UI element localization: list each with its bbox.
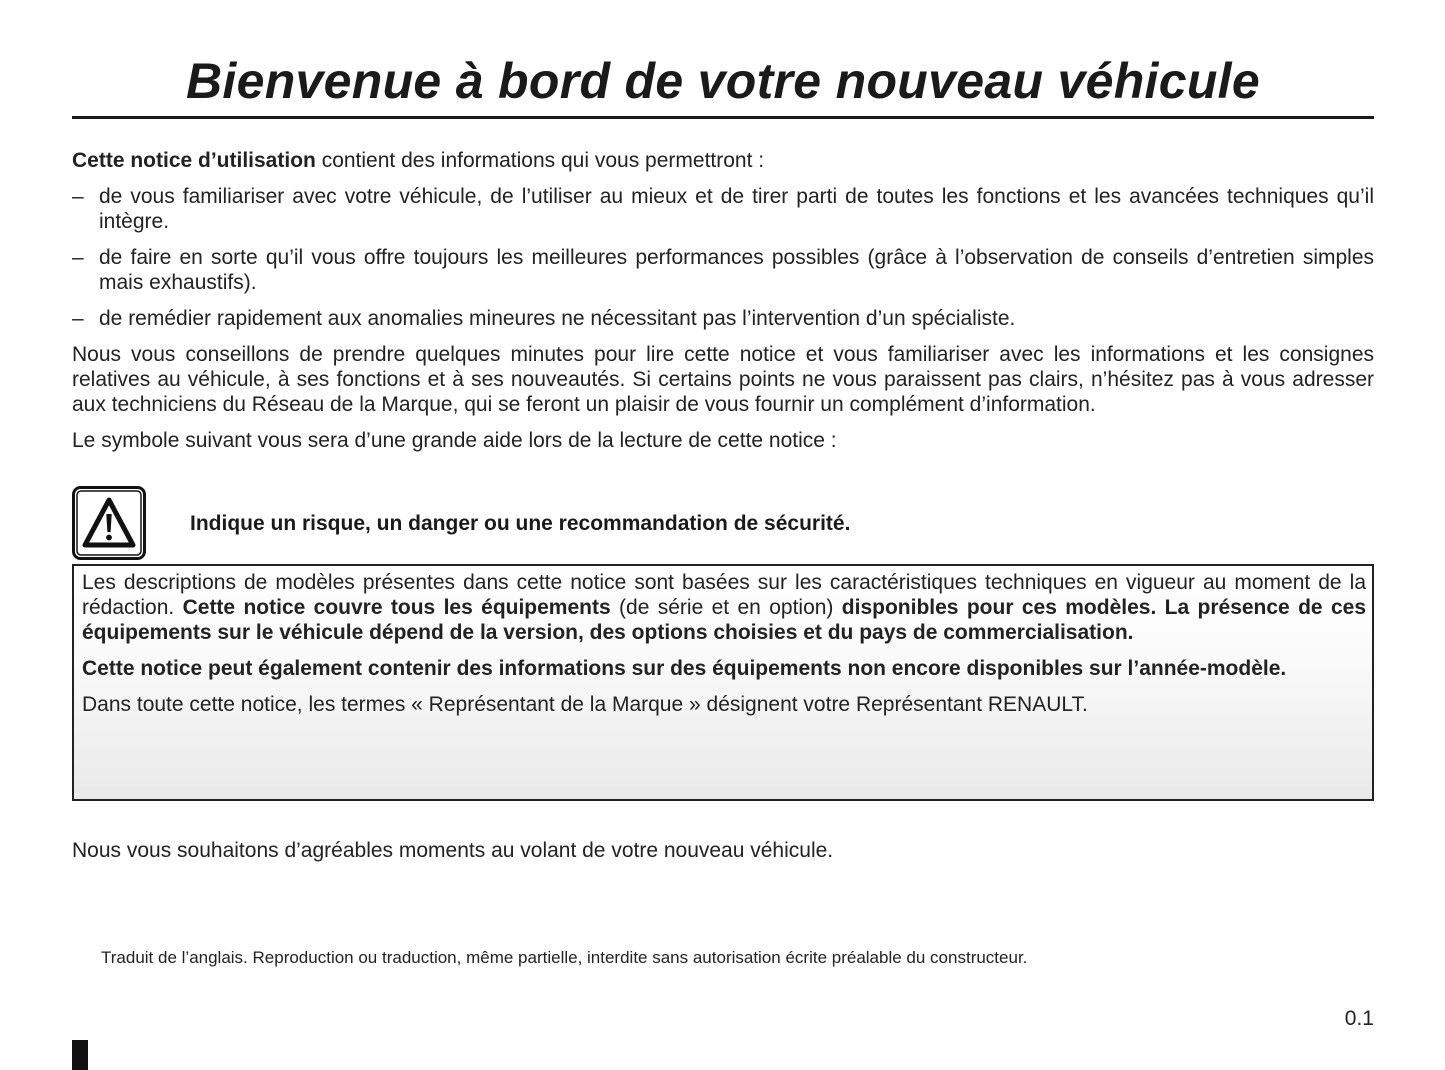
intro-lead	[72, 148, 1374, 173]
closing-sentence: Nous vous souhaitons d’agréables moments au volant de votre nouveau véhicule.	[72, 839, 834, 862]
bullet-dash: –	[72, 185, 84, 208]
list-item	[72, 184, 1374, 234]
title-underline	[72, 116, 1374, 119]
list-item	[72, 306, 1374, 331]
warning-triangle-icon	[72, 486, 146, 560]
page-title: Bienvenue à bord de votre nouveau véhicule	[185, 53, 1260, 109]
footer-copyright-note: Traduit de l’anglais. Reproduction ou traduction, même partielle, interdite sans autorisation écrite préalable du constructeur.	[101, 948, 1028, 967]
notice-p1-bold-a: Cette notice couvre tous les équipements	[182, 596, 611, 619]
notice-paragraph-3: Dans toute cette notice, les termes « Représentant de la Marque » désignent votre Représentant RENAULT.	[82, 693, 1088, 716]
notice-p2-bold: Cette notice peut également contenir des informations sur des équipements non encore disponibles sur l’année-modèle.	[82, 657, 1287, 680]
bullet-text: de faire en sorte qu’il vous offre toujours les meilleures performances possibles (grâce à l’observation de conseils d’entretien simples mais exhaustifs).	[99, 246, 1374, 294]
page-number: 0.1	[1344, 1007, 1374, 1030]
bullet-dash: –	[72, 246, 84, 269]
notice-paragraph-1	[82, 570, 1366, 645]
notice-p1-text-b: (de série et en option)	[610, 596, 842, 619]
bullet-dash: –	[72, 307, 84, 330]
intro-lead-bold: Cette notice d’utilisation	[72, 149, 316, 172]
symbol-intro: Le symbole suivant vous sera d’une grande aide lors de la lecture de cette notice :	[72, 429, 837, 452]
warning-description: Indique un risque, un danger ou une recommandation de sécurité.	[190, 512, 851, 535]
print-corner-mark	[72, 1040, 88, 1070]
intro-lead-rest: contient des informations qui vous permettront :	[315, 149, 765, 172]
bullet-text: de remédier rapidement aux anomalies mineures ne nécessitant pas l’intervention d’un spécialiste.	[99, 307, 1016, 330]
notice-paragraph-2	[82, 656, 1366, 681]
list-item	[72, 245, 1374, 295]
notice-p1-text: Les descriptions de modèles présentes dans cette notice sont basées sur les caractéristiques techniques en vigueur au moment de la rédaction.	[82, 571, 1366, 619]
notice-p1-bold-b: disponibles pour ces modèles. La présence de ces équipements sur le véhicule dépend de la version, des options choisies et du pays de commercialisation.	[82, 596, 1367, 644]
bullet-text: de vous familiariser avec votre véhicule, de l’utiliser au mieux et de tirer parti de toutes les fonctions et les avancées techniques qu’il intègre.	[99, 185, 1374, 233]
notice-box	[72, 564, 1374, 801]
intro-section	[72, 148, 1374, 464]
advice-paragraph: Nous vous conseillons de prendre quelques minutes pour lire cette notice et vous familiariser avec les informations et les consignes relatives au véhicule, à ses fonctions et à ses nouveautés. Si certains points ne vous paraissent pas clairs, n’hésitez pas à vous adresser aux techniciens du Réseau de la Marque, qui se feront un plaisir de vous fournir un complément d’information.	[72, 343, 1374, 416]
warning-legend	[72, 486, 1374, 560]
notice-content	[82, 570, 1366, 728]
